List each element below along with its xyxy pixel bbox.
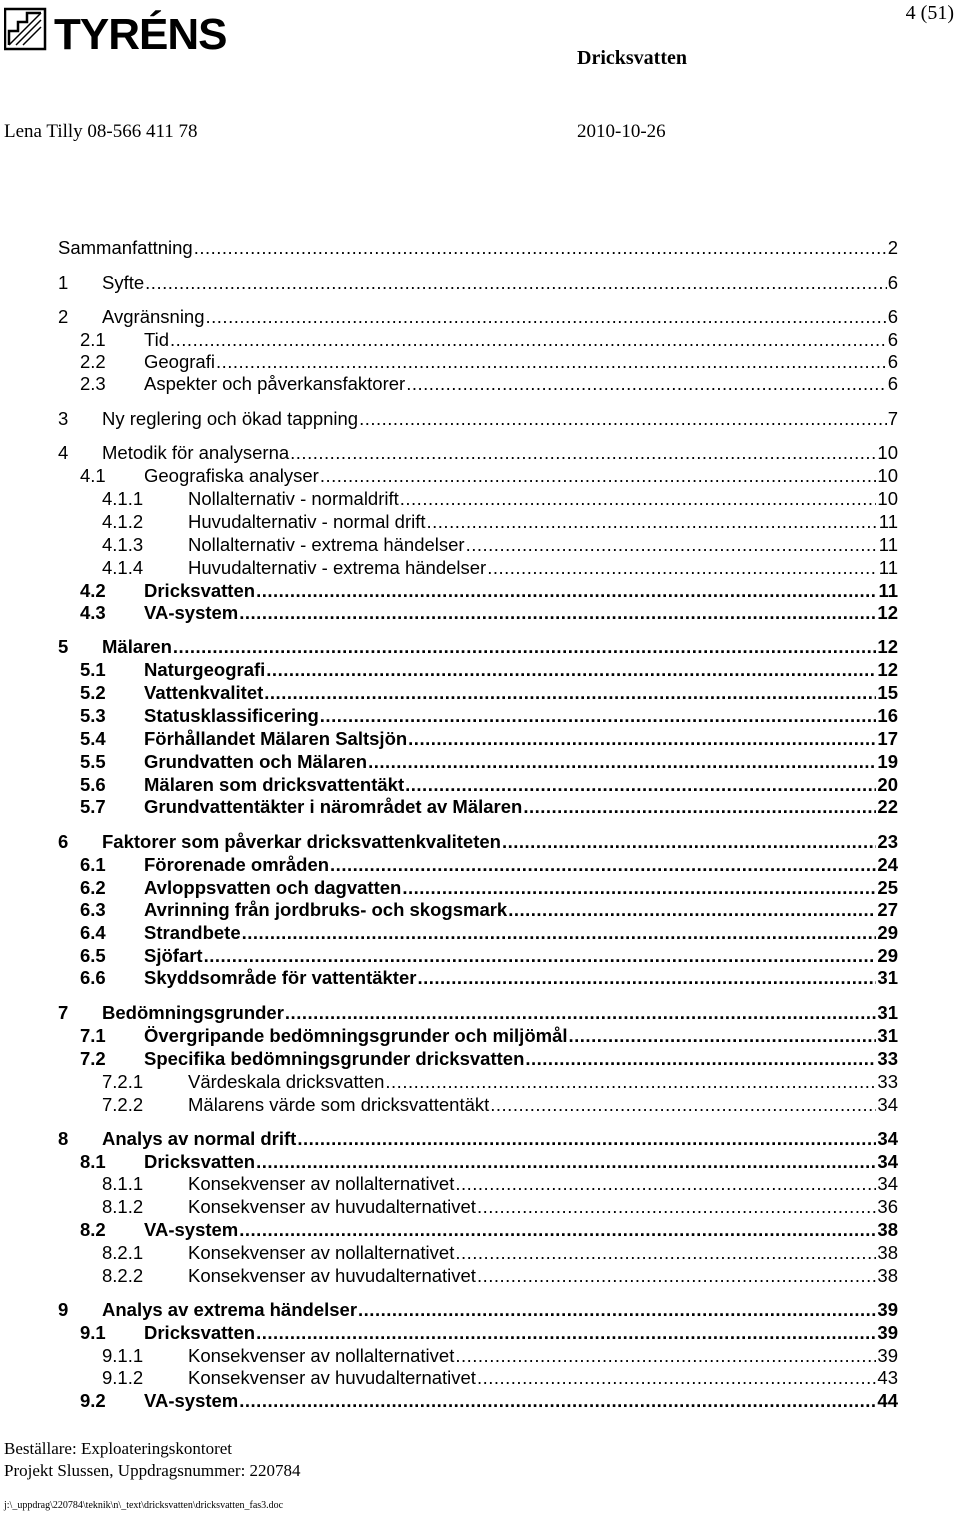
toc-entry[interactable] [58, 1367, 898, 1389]
toc-dot-leader [256, 1322, 876, 1344]
toc-entry[interactable] [58, 373, 898, 395]
toc-entry-page: 16 [877, 705, 898, 726]
toc-entry-page: 44 [877, 1390, 898, 1411]
toc-entry-page: 10 [877, 442, 898, 463]
document-title: Dricksvatten [577, 47, 687, 69]
toc-dot-leader [525, 1048, 876, 1070]
toc-entry-number: 9.1.1 [102, 1345, 144, 1366]
toc-entry[interactable] [58, 580, 898, 602]
toc-entry[interactable] [58, 511, 898, 533]
author-contact: Lena Tilly 08-566 411 78 [4, 121, 198, 142]
toc-entry-page: 38 [877, 1265, 898, 1286]
toc-dot-leader [266, 659, 876, 681]
toc-entry[interactable] [58, 854, 898, 876]
toc-dot-leader [256, 580, 877, 602]
toc-dot-leader [285, 1002, 877, 1024]
toc-entry[interactable] [58, 659, 898, 681]
toc-entry-number: 6 [58, 831, 69, 852]
toc-entry[interactable] [58, 488, 898, 510]
toc-dot-leader [170, 329, 887, 351]
toc-entry-number: 6.3 [80, 899, 106, 920]
toc-entry-title: Avrinning från jordbruks- och skogsmark [144, 899, 508, 920]
toc-entry-page: 34 [877, 1094, 898, 1115]
toc-entry-title: Analys av extrema händelser [102, 1299, 358, 1320]
toc-entry-number: 6.4 [80, 922, 106, 943]
project-line: Projekt Slussen, Uppdragsnummer: 220784 [4, 1461, 301, 1480]
toc-entry[interactable] [58, 557, 898, 579]
toc-dot-leader [239, 602, 876, 624]
toc-entry-number: 5.4 [80, 728, 106, 749]
toc-entry-number: 2.1 [80, 329, 106, 350]
toc-entry-page: 33 [877, 1071, 898, 1092]
toc-entry-title: Strandbete [144, 922, 241, 943]
toc-dot-leader [385, 1071, 876, 1093]
toc-dot-leader [487, 557, 878, 579]
toc-entry-title: Värdeskala dricksvatten [188, 1071, 385, 1092]
toc-entry[interactable] [58, 922, 898, 944]
toc-entry-page: 25 [877, 877, 898, 898]
toc-dot-leader [417, 967, 876, 989]
toc-entry[interactable] [58, 237, 898, 259]
toc-entry-page: 27 [877, 899, 898, 920]
toc-entry-page: 22 [877, 796, 898, 817]
toc-entry-page: 43 [877, 1367, 898, 1388]
toc-entry[interactable] [58, 728, 898, 750]
toc-entry-title: Konsekvenser av huvudalternativet [188, 1196, 476, 1217]
toc-dot-leader [400, 488, 877, 510]
toc-entry-title: Mälaren som dricksvattentäkt [144, 774, 405, 795]
toc-entry[interactable] [58, 1151, 898, 1173]
toc-entry-number: 5.1 [80, 659, 106, 680]
toc-entry-number: 7.1 [80, 1025, 106, 1046]
toc-entry-title: Naturgeografi [144, 659, 266, 680]
toc-entry[interactable] [58, 967, 898, 989]
toc-entry-page: 39 [877, 1299, 898, 1320]
toc-dot-leader [358, 1299, 876, 1321]
toc-entry-page: 6 [887, 306, 898, 327]
toc-dot-leader [194, 237, 887, 259]
toc-entry-title: Mälaren [102, 636, 172, 657]
toc-entry-title: Dricksvatten [144, 1322, 256, 1343]
toc-entry-title: Förorenade områden [144, 854, 330, 875]
toc-entry[interactable] [58, 705, 898, 727]
toc-entry-title: Faktorer som påverkar dricksvattenkvaliteten [102, 831, 501, 852]
toc-entry-page: 12 [877, 636, 898, 657]
toc-entry[interactable] [58, 682, 898, 704]
toc-entry[interactable] [58, 899, 898, 921]
toc-entry-number: 9.2 [80, 1390, 106, 1411]
toc-entry-number: 3 [58, 408, 69, 429]
toc-dot-leader [427, 511, 878, 533]
toc-entry-number: 4.1.2 [102, 511, 144, 532]
toc-dot-leader [455, 1173, 876, 1195]
toc-dot-leader [477, 1367, 876, 1389]
toc-entry[interactable] [58, 1128, 898, 1150]
toc-entry-title: VA-system [144, 602, 239, 623]
toc-entry[interactable] [58, 306, 898, 328]
toc-dot-leader [145, 272, 887, 294]
toc-entry-title: Geografi [144, 351, 215, 372]
toc-dot-leader [477, 1265, 876, 1287]
toc-entry-page: 12 [877, 602, 898, 623]
toc-dot-leader [320, 465, 877, 487]
toc-entry-title: VA-system [144, 1219, 239, 1240]
toc-entry-page: 6 [887, 272, 898, 293]
toc-entry-page: 11 [878, 534, 898, 555]
toc-entry[interactable] [58, 1002, 898, 1024]
toc-dot-leader [477, 1196, 876, 1218]
toc-entry-number: 6.6 [80, 967, 106, 988]
tyrens-logo-mark-icon [4, 5, 244, 55]
toc-entry-title: Konsekvenser av huvudalternativet [188, 1367, 476, 1388]
toc-entry-number: 8.1 [80, 1151, 106, 1172]
toc-entry-title: Analys av normal drift [102, 1128, 297, 1149]
toc-dot-leader [523, 796, 876, 818]
toc-entry-page: 33 [877, 1048, 898, 1069]
toc-dot-leader [330, 854, 876, 876]
toc-entry[interactable] [58, 877, 898, 899]
toc-entry-page: 31 [877, 1002, 898, 1023]
toc-entry-title: Konsekvenser av huvudalternativet [188, 1265, 476, 1286]
toc-entry-page: 36 [877, 1196, 898, 1217]
toc-entry-page: 2 [887, 237, 898, 258]
toc-entry-number: 6.5 [80, 945, 106, 966]
toc-entry-page: 20 [877, 774, 898, 795]
toc-entry-number: 6.2 [80, 877, 106, 898]
toc-entry-title: Grundvattentäkter i närområdet av Mälaren [144, 796, 523, 817]
toc-entry-title: VA-system [144, 1390, 239, 1411]
toc-entry[interactable] [58, 751, 898, 773]
toc-dot-leader [239, 1390, 876, 1412]
toc-entry[interactable] [58, 1345, 898, 1367]
toc-entry-page: 6 [887, 373, 898, 394]
tyrens-logo [4, 5, 244, 55]
toc-entry-number: 4 [58, 442, 69, 463]
toc-entry-title: Sjöfart [144, 945, 203, 966]
toc-entry-title: Skyddsområde för vattentäkter [144, 967, 417, 988]
toc-entry-page: 29 [877, 922, 898, 943]
toc-entry[interactable] [58, 1048, 898, 1070]
toc-entry[interactable] [58, 272, 898, 294]
toc-dot-leader [502, 831, 876, 853]
toc-entry-title: Sammanfattning [58, 237, 193, 258]
toc-entry-page: 29 [877, 945, 898, 966]
toc-entry-number: 9.1 [80, 1322, 106, 1343]
toc-entry-page: 6 [887, 329, 898, 350]
toc-entry-title: Nollalternativ - normaldrift [188, 488, 399, 509]
toc-entry[interactable] [58, 1322, 898, 1344]
toc-entry-page: 34 [877, 1173, 898, 1194]
toc-entry-number: 6.1 [80, 854, 106, 875]
toc-entry-number: 7.2.2 [102, 1094, 144, 1115]
page-number: 4 (51) [905, 2, 954, 24]
toc-entry-page: 6 [887, 351, 898, 372]
toc-entry-title: Avgränsning [102, 306, 205, 327]
toc-entry-number: 4.1.4 [102, 557, 144, 578]
toc-dot-leader [455, 1345, 876, 1367]
toc-entry[interactable] [58, 1094, 898, 1116]
toc-dot-leader [206, 306, 887, 328]
toc-entry-title: Konsekvenser av nollalternativet [188, 1242, 455, 1263]
toc-entry-title: Huvudalternativ - extrema händelser [188, 557, 487, 578]
file-path: j:\_uppdrag\220784\teknik\n\_text\dricksvatten\dricksvatten_fas3.doc [4, 1500, 284, 1511]
toc-entry-page: 31 [877, 967, 898, 988]
toc-entry-title: Förhållandet Mälaren Saltsjön [144, 728, 408, 749]
toc-dot-leader [216, 351, 887, 373]
toc-entry-page: 17 [877, 728, 898, 749]
toc-entry[interactable] [58, 1071, 898, 1093]
toc-entry-page: 38 [877, 1219, 898, 1240]
toc-entry-page: 10 [877, 488, 898, 509]
toc-entry-page: 11 [878, 511, 898, 532]
toc-entry-title: Mälarens värde som dricksvattentäkt [188, 1094, 490, 1115]
toc-dot-leader [368, 751, 876, 773]
toc-entry[interactable] [58, 351, 898, 373]
toc-entry-number: 5 [58, 636, 69, 657]
toc-entry-number: 2.2 [80, 351, 106, 372]
toc-dot-leader [173, 636, 877, 658]
toc-entry[interactable] [58, 1242, 898, 1264]
toc-entry-number: 7.2 [80, 1048, 106, 1069]
toc-dot-leader [290, 442, 876, 464]
toc-dot-leader [204, 945, 877, 967]
toc-entry-page: 19 [877, 751, 898, 772]
toc-entry-title: Bedömningsgrunder [102, 1002, 284, 1023]
toc-entry[interactable] [58, 329, 898, 351]
toc-entry-number: 8.1.2 [102, 1196, 144, 1217]
toc-entry-page: 10 [877, 465, 898, 486]
toc-entry-page: 38 [877, 1242, 898, 1263]
client-line: Beställare: Exploateringskontoret [4, 1439, 233, 1458]
toc-entry-number: 1 [58, 272, 69, 293]
toc-dot-leader [359, 408, 887, 430]
toc-dot-leader [242, 922, 877, 944]
toc-entry[interactable] [58, 945, 898, 967]
toc-entry-page: 39 [877, 1322, 898, 1343]
toc-entry-number: 9 [58, 1299, 69, 1320]
toc-entry[interactable] [58, 1299, 898, 1321]
toc-entry-title: Avloppsvatten och dagvatten [144, 877, 402, 898]
toc-entry-title: Konsekvenser av nollalternativet [188, 1173, 455, 1194]
toc-entry[interactable] [58, 1173, 898, 1195]
toc-entry-title: Dricksvatten [144, 1151, 256, 1172]
toc-entry[interactable] [58, 831, 898, 853]
toc-entry[interactable] [58, 534, 898, 556]
toc-dot-leader [402, 877, 876, 899]
toc-entry-number: 4.3 [80, 602, 106, 623]
toc-dot-leader [256, 1151, 876, 1173]
toc-entry-title: Konsekvenser av nollalternativet [188, 1345, 455, 1366]
toc-entry[interactable] [58, 636, 898, 658]
toc-entry[interactable] [58, 1219, 898, 1241]
toc-entry-number: 8.2 [80, 1219, 106, 1240]
toc-entry-page: 11 [878, 580, 898, 601]
toc-dot-leader [466, 534, 878, 556]
toc-entry[interactable] [58, 1390, 898, 1412]
toc-entry-number: 2.3 [80, 373, 106, 394]
toc-entry-title: Metodik för analyserna [102, 442, 290, 463]
toc-entry-title: Statusklassificering [144, 705, 319, 726]
toc-entry-number: 7 [58, 1002, 69, 1023]
toc-entry[interactable] [58, 442, 898, 464]
toc-dot-leader [508, 899, 876, 921]
toc-entry-number: 9.1.2 [102, 1367, 144, 1388]
toc-entry-number: 4.2 [80, 580, 106, 601]
toc-entry-page: 31 [877, 1025, 898, 1046]
toc-entry-title: Nollalternativ - extrema händelser [188, 534, 465, 555]
toc-entry-page: 11 [878, 557, 898, 578]
toc-entry-number: 8.1.1 [102, 1173, 144, 1194]
toc-entry-number: 5.6 [80, 774, 106, 795]
toc-entry-title: Geografiska analyser [144, 465, 319, 486]
toc-entry[interactable] [58, 1265, 898, 1287]
toc-entry-page: 7 [887, 408, 898, 429]
toc-entry-title: Ny reglering och ökad tappning [102, 408, 359, 429]
toc-entry[interactable] [58, 796, 898, 818]
toc-entry-page: 39 [877, 1345, 898, 1366]
toc-dot-leader [455, 1242, 876, 1264]
toc-dot-leader [297, 1128, 876, 1150]
toc-entry-number: 4.1 [80, 465, 106, 486]
toc-entry[interactable] [58, 1025, 898, 1047]
toc-entry-title: Syfte [102, 272, 145, 293]
toc-entry-number: 2 [58, 306, 69, 327]
toc-entry-title: Övergripande bedömningsgrunder och miljömål [144, 1025, 568, 1046]
toc-entry-page: 24 [877, 854, 898, 875]
toc-entry-number: 7.2.1 [102, 1071, 144, 1092]
toc-entry-title: Vattenkvalitet [144, 682, 264, 703]
toc-entry-number: 8.2.2 [102, 1265, 144, 1286]
toc-entry-number: 5.3 [80, 705, 106, 726]
toc-dot-leader [405, 774, 876, 796]
toc-dot-leader [569, 1025, 877, 1047]
toc-entry-number: 8 [58, 1128, 69, 1149]
toc-entry-title: Aspekter och påverkansfaktorer [144, 373, 406, 394]
toc-entry-page: 23 [877, 831, 898, 852]
toc-entry-number: 4.1.1 [102, 488, 144, 509]
toc-entry-title: Specifika bedömningsgrunder dricksvatten [144, 1048, 525, 1069]
toc-entry[interactable] [58, 465, 898, 487]
toc-entry-number: 4.1.3 [102, 534, 144, 555]
toc-entry-number: 5.5 [80, 751, 106, 772]
toc-entry-title: Tid [144, 329, 170, 350]
toc-entry-number: 5.2 [80, 682, 106, 703]
document-date: 2010-10-26 [577, 121, 666, 142]
toc-entry-page: 34 [877, 1151, 898, 1172]
toc-entry-page: 34 [877, 1128, 898, 1149]
toc-entry-number: 5.7 [80, 796, 106, 817]
toc-entry-title: Dricksvatten [144, 580, 256, 601]
toc-dot-leader [239, 1219, 876, 1241]
toc-entry-title: Huvudalternativ - normal drift [188, 511, 426, 532]
toc-entry-page: 12 [877, 659, 898, 680]
toc-dot-leader [490, 1094, 876, 1116]
toc-dot-leader [264, 682, 876, 704]
toc-entry[interactable] [58, 408, 898, 430]
toc-entry[interactable] [58, 602, 898, 624]
toc-dot-leader [320, 705, 877, 727]
logo-wordmark: TYRÉNS [54, 10, 227, 55]
toc-dot-leader [408, 728, 876, 750]
toc-entry-title: Grundvatten och Mälaren [144, 751, 368, 772]
toc-entry[interactable] [58, 774, 898, 796]
toc-entry[interactable] [58, 1196, 898, 1218]
toc-entry-number: 8.2.1 [102, 1242, 144, 1263]
toc-entry-page: 15 [877, 682, 898, 703]
toc-dot-leader [406, 373, 887, 395]
